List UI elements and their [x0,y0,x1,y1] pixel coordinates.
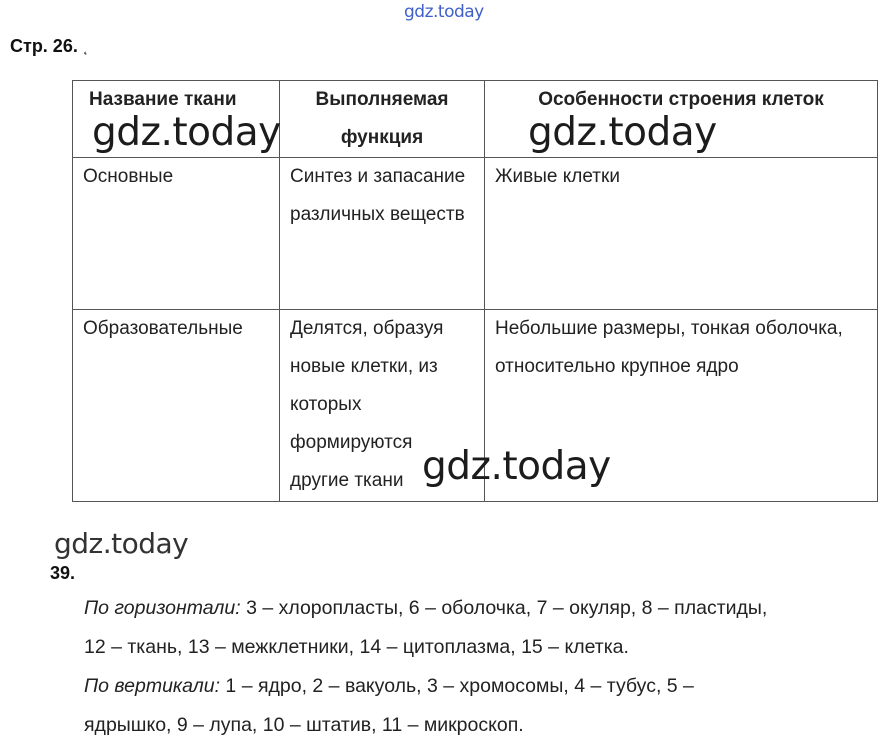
vertical-answers-1: 1 – ядро, 2 – вакуоль, 3 – хромосомы, 4 – тубус, 5 – [220,675,694,697]
horizontal-label: По горизонтали: [84,597,241,619]
horizontal-answers-line-2 [84,636,629,659]
watermark-2: gdz.today [528,110,717,155]
page-label [10,36,88,57]
table-row [73,310,878,502]
cell-function: Делятся, образуя новые клетки, из которых формируются другие ткани [280,310,485,502]
table-header-row [73,81,878,158]
horizontal-answers-1: 3 – хлоропласты, 6 – оболочка, 7 – окуляр, 8 – пластиды, [240,597,768,619]
cell-features: Небольшие размеры, тонкая оболочка, относительно крупное ядро [485,310,878,502]
header-cell-features: Особенности строения клеток [485,81,878,158]
table-row [73,158,878,310]
vertical-label: По вертикали: [84,675,221,697]
page-label-text: Стр. 26. [10,36,78,56]
vertical-answers-line-2 [84,714,524,737]
horizontal-answers-2: 12 – ткань, 13 – межклетники, 14 – цитоплазма, 15 – клетка. [84,636,629,658]
vertical-answers-line-1 [84,675,694,698]
page-label-mark: ˛ [83,41,88,55]
watermark-3: gdz.today [422,444,611,489]
cell-function: Синтез и запасание различных веществ [280,158,485,310]
task-number: 39. [50,563,76,583]
header-function: Выполняемая функция [280,81,485,158]
cell-features: Живые клетки [485,158,878,310]
watermark-1: gdz.today [92,110,281,155]
vertical-answers-2: ядрышко, 9 – лупа, 10 – штатив, 11 – микроскоп. [84,714,524,736]
cell-tissue-name: Образовательные [73,310,280,502]
header-tissue-name: Название ткани [73,81,280,158]
horizontal-answers-line-1 [84,597,767,620]
top-watermark: gdz.today [404,2,484,22]
watermark-4: gdz.today [54,527,189,560]
cell-tissue-name: Основные [73,158,280,310]
tissue-table [72,80,878,502]
